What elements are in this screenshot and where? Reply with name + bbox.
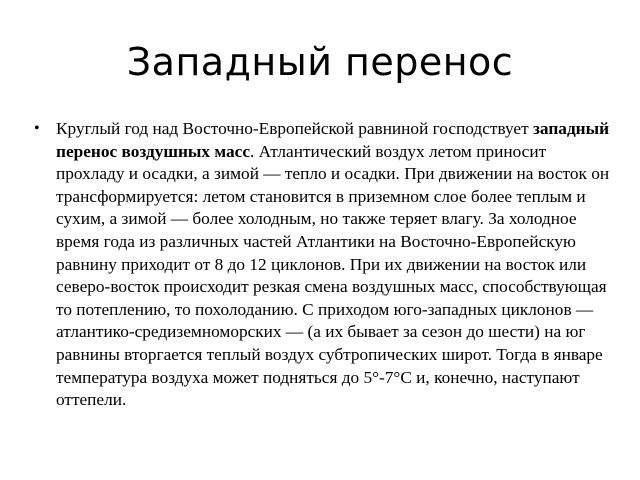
- paragraph-intro: Круглый год над Восточно-Европейской равниной господствует: [56, 119, 533, 138]
- slide-body: [34, 118, 612, 412]
- bullet-icon: •: [34, 120, 40, 137]
- paragraph-emphasis: западный перенос воздушных масс: [56, 119, 610, 161]
- bullet-item: [34, 118, 612, 412]
- bullet-paragraph: [56, 118, 612, 412]
- paragraph-rest: . Атлантический воздух летом приносит прохладу и осадки, а зимой — тепло и осадки. При движении на восток он трансформируется: летом становится в приземном слое более теплым и сухим, а зимой — более холодным, но также теряет влагу. За холодное время года из различных частей Атлантики на Восточно-Европейскую равнину приходит от 8 до 12 циклонов. При их движении на восток или северо-восток происходит резкая смена воздушных масс, способствующая то потеплению, то похолоданию. С приходом юго-западных циклонов — атлантико-средиземноморских — (а их бывает за сезон до шести) на юг равнины вторгается теплый воздух субтропических широт. Тогда в январе температура воздуха может подняться до 5°-7°С и, конечно, наступают оттепели.: [56, 141, 610, 410]
- slide-title: Западный перенос: [126, 40, 514, 84]
